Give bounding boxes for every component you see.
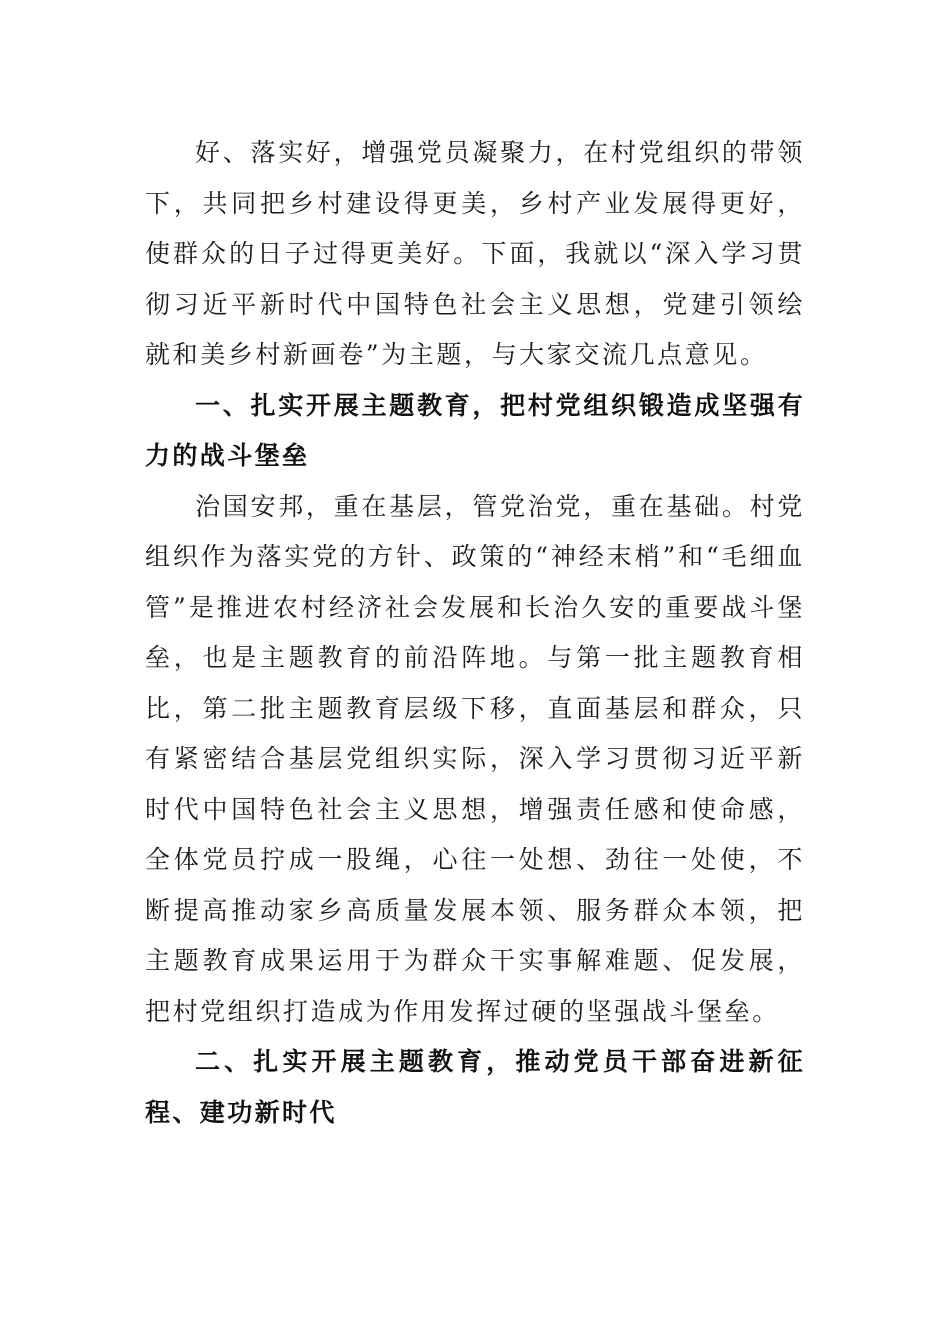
section-heading-1: 一、扎实开展主题教育，把村党组织锻造成坚强有力的战斗堡垒 [145, 390, 805, 470]
body-paragraph-1: 好、落实好，增强党员凝聚力，在村党组织的带领下，共同把乡村建设得更美，乡村产业发展得更好，使群众的日子过得更美好。下面，我就以“深入学习贯彻习近平新时代中国特色社会主义思想，党建引领绘就和美乡村新画卷”为主题，与大家交流几点意见。 [145, 138, 805, 369]
section-heading-2: 二、扎实开展主题教育，推动党员干部奋进新征程、建功新时代 [145, 1047, 805, 1127]
body-paragraph-2: 治国安邦，重在基层，管党治党，重在基础。村党组织作为落实党的方针、政策的“神经末梢”和“毛细血管”是推进农村经济社会发展和长治久安的重要战斗堡垒，也是主题教育的前沿阵地。与第一批主题教育相比，第二批主题教育层级下移，直面基层和群众，只有紧密结合基层党组织实际，深入学习贯彻习近平新时代中国特色社会主义思想，增强责任感和使命感，全体党员拧成一股绳，心往一处想、劲往一处使，不断提高推动家乡高质量发展本领、服务群众本领，把主题教育成果运用于为群众干实事解难题、促发展，把村党组织打造成为作用发挥过硬的坚强战斗堡垒。 [145, 491, 805, 1026]
document-page [145, 128, 805, 1138]
